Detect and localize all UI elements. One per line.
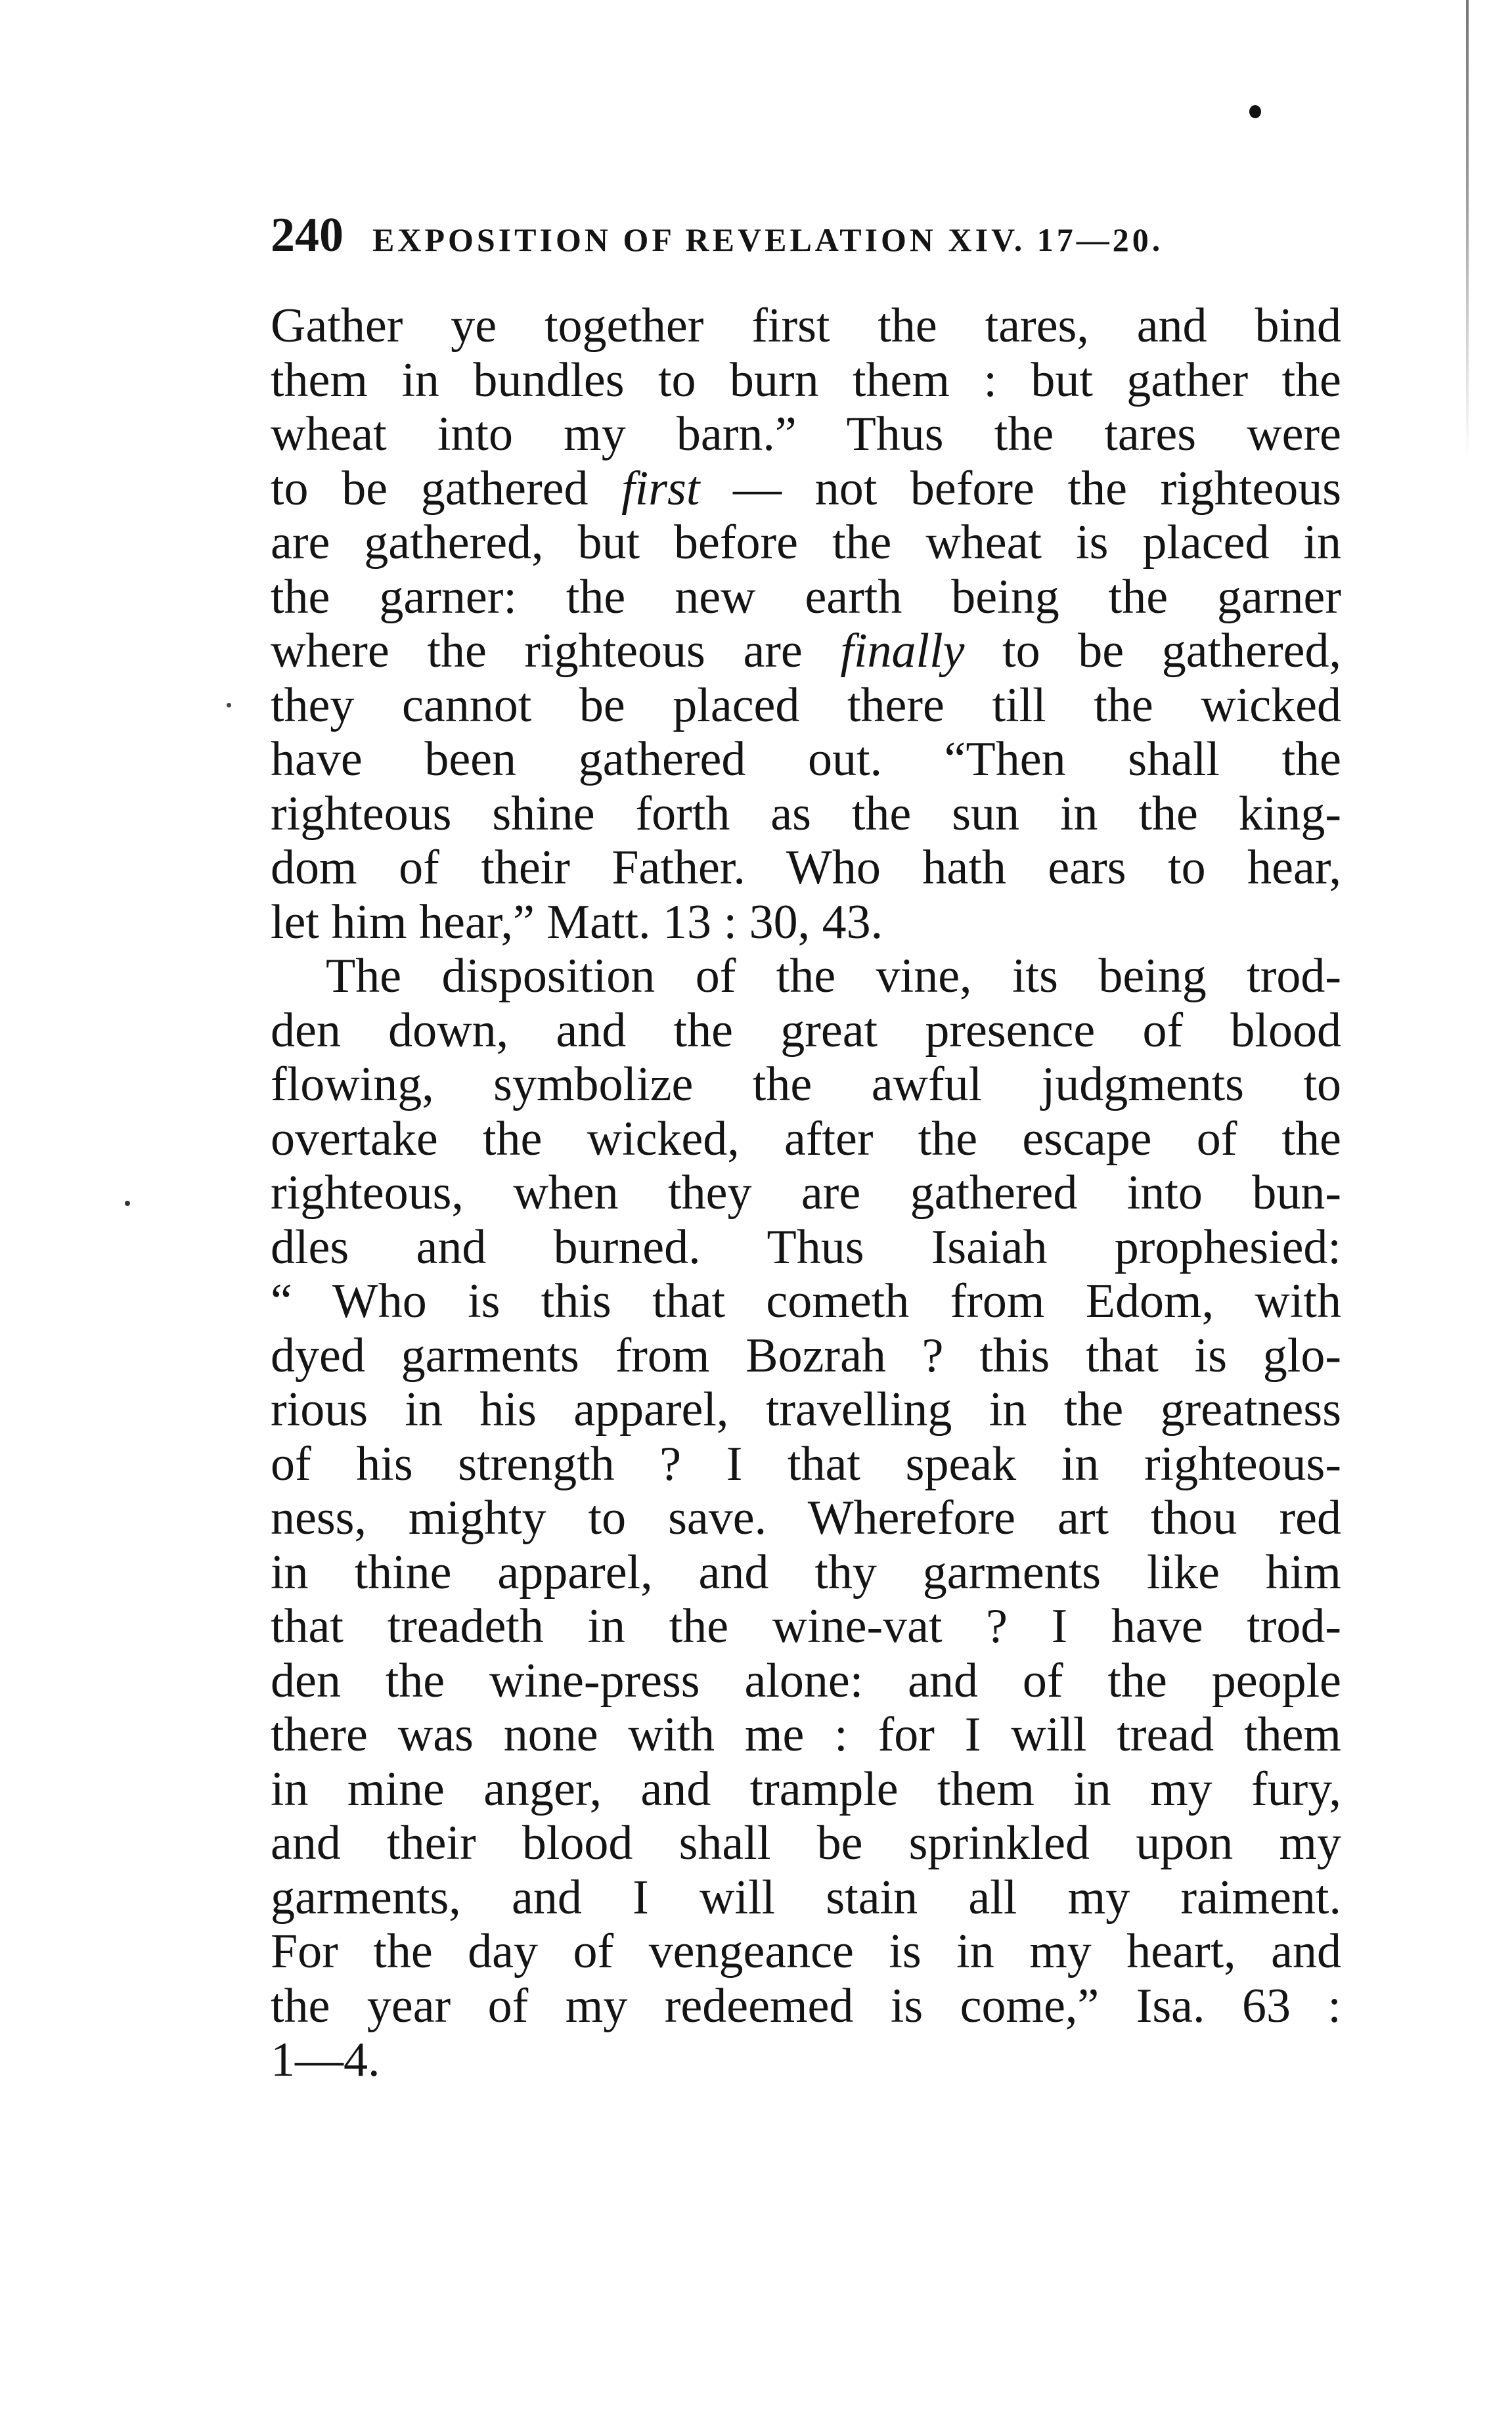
text-line: they cannot be placed there till the wicked — [271, 678, 1341, 732]
text-line — [271, 462, 1341, 516]
italic-emphasis: first — [621, 461, 700, 516]
body-text — [271, 299, 1341, 2088]
scan-edge-line — [1466, 0, 1469, 460]
text-line: in mine anger, and trample them in my fury, — [271, 1762, 1341, 1816]
text-line: den down, and the great presence of blood — [271, 1003, 1341, 1058]
text-line: of his strength ? I that speak in righteous- — [271, 1437, 1341, 1491]
text-line: there was none with me : for I will tread them — [271, 1708, 1341, 1762]
ink-speck — [125, 1201, 130, 1206]
text-line: The disposition of the vine, its being trod- — [326, 949, 1341, 1003]
page-header — [271, 209, 1295, 261]
text-line: 1—4. — [271, 2033, 380, 2087]
text-line: let him hear,” Matt. 13 : 30, 43. — [271, 895, 883, 949]
text-run: to be gathered — [271, 461, 622, 516]
text-line: the year of my redeemed is come,” Isa. 63 : — [271, 1978, 1341, 2033]
text-line: them in bundles to burn them : but gather the — [271, 353, 1341, 407]
text-line: flowing, symbolize the awful judgments to — [271, 1058, 1341, 1111]
paragraph — [271, 949, 1341, 2088]
page-number: 240 — [271, 208, 344, 262]
text-line: wheat into my barn.” Thus the tares were — [271, 407, 1341, 461]
text-line: rious in his apparel, travelling in the greatness — [271, 1383, 1341, 1437]
ink-speck — [227, 703, 231, 707]
text-line: have been gathered out. “Then shall the — [271, 732, 1341, 786]
text-line — [271, 624, 1341, 679]
ink-speck — [1249, 105, 1261, 118]
text-line: ness, mighty to save. Wherefore art thou red — [271, 1491, 1341, 1545]
text-run: where the righteous are — [271, 624, 841, 678]
text-line: Gather ye together first the tares, and bind — [271, 299, 1341, 353]
text-line: overtake the wicked, after the escape of the — [271, 1111, 1341, 1166]
text-run: to be gathered, — [964, 624, 1342, 678]
text-line: dyed garments from Bozrah ? this that is glo- — [271, 1328, 1341, 1383]
running-title: EXPOSITION OF REVELATION XIV. 17—20. — [372, 221, 1164, 258]
text-line: that treadeth in the wine-vat ? I have trod- — [271, 1599, 1341, 1653]
text-run: — not before the righteous — [700, 461, 1342, 516]
text-line: in thine apparel, and thy garments like him — [271, 1545, 1341, 1599]
text-line: garments, and I will stain all my raiment. — [271, 1870, 1341, 1925]
text-line: righteous, when they are gathered into bun- — [271, 1166, 1341, 1220]
text-line: dles and burned. Thus Isaiah prophesied: — [271, 1220, 1341, 1274]
text-line: and their blood shall be sprinkled upon my — [271, 1816, 1341, 1870]
text-line: the garner: the new earth being the garner — [271, 570, 1341, 624]
text-line: dom of their Father. Who hath ears to hear, — [271, 841, 1341, 895]
text-line: den the wine-press alone: and of the people — [271, 1653, 1341, 1708]
text-line: are gathered, but before the wheat is placed in — [271, 516, 1341, 570]
text-line: For the day of vengeance is in my heart, and — [271, 1925, 1341, 1978]
paragraph — [271, 299, 1341, 949]
italic-emphasis: finally — [840, 624, 965, 678]
text-line: righteous shine forth as the sun in the king- — [271, 786, 1341, 841]
text-line: “ Who is this that cometh from Edom, with — [271, 1274, 1341, 1328]
